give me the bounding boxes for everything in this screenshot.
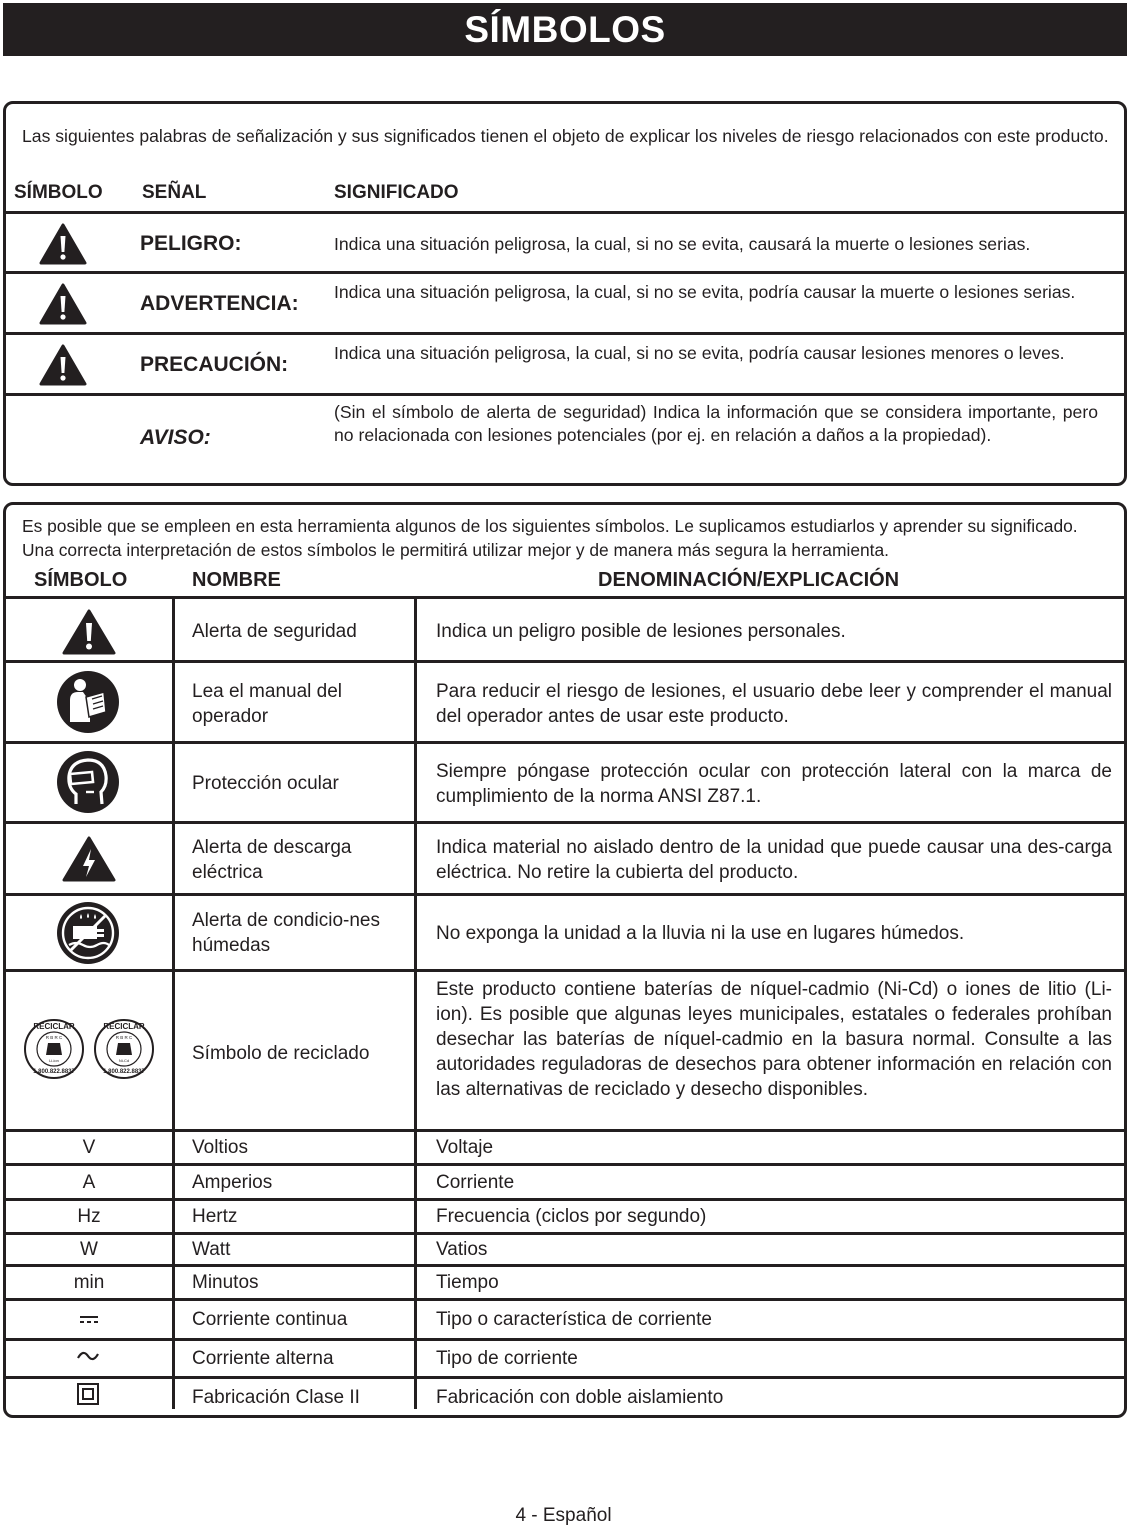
symbols-header-name: NOMBRE — [192, 569, 281, 591]
read-manual-icon — [56, 670, 120, 734]
symbol-name: Alerta de descarga eléctrica — [192, 837, 352, 883]
signal-header-meaning: SIGNIFICADO — [334, 182, 459, 203]
symbol-name: Alerta de seguridad — [192, 621, 357, 642]
symbol-name: Alerta de condicio-nes húmedas — [192, 910, 380, 956]
symbol-name: Voltios — [192, 1137, 248, 1158]
recycle-chemistry: Li-ion — [49, 1058, 59, 1063]
symbol-explanation: Este producto contiene baterías de níquel-cadmio (Ni-Cd) o iones de litio (Li-ion). Es posible que algunas leyes municipales, estatales o federales prohíban desechar las baterías de níquel-cadmio en la basura normal. Consulte a las autoridades reguladoras de desechos para obtener información en relación con las alternativas de reciclado y desecho disponibles. — [436, 979, 1112, 1100]
safety-alert-triangle-icon — [39, 344, 87, 386]
direct-current-icon — [79, 1315, 99, 1325]
recycle-seal-icon — [92, 1017, 156, 1081]
alternating-current-icon — [76, 1349, 100, 1363]
recycle-chemistry: Ni-Cd — [118, 1058, 130, 1063]
symbol-explanation: Indica material no aislado dentro de la unidad que puede causar una des-carga eléctrica. No retire la cubierta del producto. — [436, 837, 1112, 883]
recycle-phone: 1.800.822.8837 — [103, 1069, 145, 1075]
divider — [6, 211, 1124, 214]
electric-shock-icon — [61, 835, 117, 883]
symbol-name: Símbolo de reciclado — [192, 1043, 370, 1064]
symbols-header-explanation: DENOMINACIÓN/EXPLICACIÓN — [598, 569, 900, 591]
symbol-name: Hertz — [192, 1206, 238, 1227]
symbols-intro: Es posible que se empleen en esta herramienta algunos de los siguientes símbolos. Le suplicamos estudiarlos y aprender su significado. Una correcta interpretación de estos símbolos le permitirá utilizar mejor y de manera más segura la herramienta. — [22, 516, 1078, 560]
symbol-explanation: Para reducir el riesgo de lesiones, el usuario debe leer y comprender el manual del operador antes de usar este producto. — [436, 681, 1112, 727]
symbol-name: Amperios — [192, 1172, 273, 1193]
symbol-name: Protección ocular — [192, 773, 339, 794]
symbol-explanation: Corriente — [436, 1172, 515, 1193]
signal-words-panel — [3, 101, 1127, 486]
recycle-phone: 1.800.822.8837 — [33, 1069, 75, 1075]
signal-meaning: Indica una situación peligrosa, la cual, si no se evita, causará la muerte o lesiones serias. — [334, 234, 1031, 254]
signal-word: AVISO: — [140, 426, 211, 449]
symbol-explanation: Fabricación con doble aislamiento — [436, 1387, 724, 1408]
signal-meaning: Indica una situación peligrosa, la cual, si no se evita, podría causar lesiones menores o leves. — [334, 343, 1065, 363]
symbol-name: Fabricación Clase II — [192, 1387, 360, 1408]
signal-header-signal: SEÑAL — [142, 182, 207, 203]
symbol-explanation: Frecuencia (ciclos por segundo) — [436, 1206, 707, 1227]
recycle-top-text: RECICLAR — [33, 1022, 75, 1031]
divider — [6, 393, 1124, 396]
wet-conditions-icon — [56, 901, 120, 965]
symbol-name: Minutos — [192, 1272, 259, 1293]
symbol-text: V — [82, 1137, 96, 1158]
symbol-explanation: Siempre póngase protección ocular con protección lateral con la marca de cumplimiento de la norma ANSI Z87.1. — [436, 761, 1112, 807]
signal-word: ADVERTENCIA: — [140, 292, 299, 315]
signal-header-symbol: SÍMBOLO — [14, 182, 103, 203]
recycle-letters: R B R C — [45, 1035, 63, 1040]
safety-alert-triangle-icon — [39, 223, 87, 265]
symbol-name: Corriente alterna — [192, 1348, 334, 1369]
divider — [6, 332, 1124, 335]
symbol-explanation: Indica un peligro posible de lesiones personales. — [436, 621, 846, 642]
symbol-explanation: Vatios — [436, 1239, 488, 1260]
signal-meaning: (Sin el símbolo de alerta de seguridad) Indica la información que se considera importante, pero no relacionada con lesiones potenciales (por ej. en relación a daños a la propiedad). — [334, 402, 1098, 445]
symbol-text: Hz — [77, 1206, 101, 1227]
symbol-name: Watt — [192, 1239, 231, 1260]
recycle-seal-icon — [22, 1017, 86, 1081]
page-footer: 4 - Español — [515, 1505, 612, 1526]
safety-alert-triangle-icon — [39, 283, 87, 325]
symbol-explanation: Tipo o característica de corriente — [436, 1309, 712, 1330]
column-divider — [172, 596, 175, 1409]
symbol-explanation: Tiempo — [436, 1272, 499, 1293]
symbol-name: Lea el manual del operador — [192, 681, 342, 727]
page-title: SÍMBOLOS — [3, 3, 1127, 56]
symbol-name: Corriente continua — [192, 1309, 348, 1330]
symbol-text: A — [82, 1172, 96, 1193]
safety-alert-icon — [61, 608, 117, 656]
eye-protection-icon — [56, 750, 120, 814]
symbols-header-symbol: SÍMBOLO — [34, 569, 128, 591]
symbol-explanation: No exponga la unidad a la lluvia ni la use en lugares húmedos. — [436, 923, 965, 944]
symbol-text: min — [73, 1272, 105, 1293]
symbol-explanation: Voltaje — [436, 1137, 494, 1158]
signal-meaning: Indica una situación peligrosa, la cual, si no se evita, podría causar la muerte o lesiones serias. — [334, 282, 1076, 302]
symbols-panel — [3, 502, 1127, 1418]
class-ii-icon — [77, 1383, 99, 1405]
symbol-text: W — [80, 1239, 98, 1260]
recycle-letters: R B R C — [115, 1035, 133, 1040]
column-divider — [414, 596, 417, 1409]
signal-word: PELIGRO: — [140, 232, 242, 255]
signal-word: PRECAUCIÓN: — [140, 353, 289, 376]
recycle-top-text: RECICLAR — [103, 1022, 145, 1031]
signal-words-intro: Las siguientes palabras de señalización y sus significados tienen el objeto de explicar los niveles de riesgo relacionados con este producto. — [22, 126, 1109, 146]
symbol-explanation: Tipo de corriente — [436, 1348, 578, 1369]
divider — [6, 271, 1124, 274]
